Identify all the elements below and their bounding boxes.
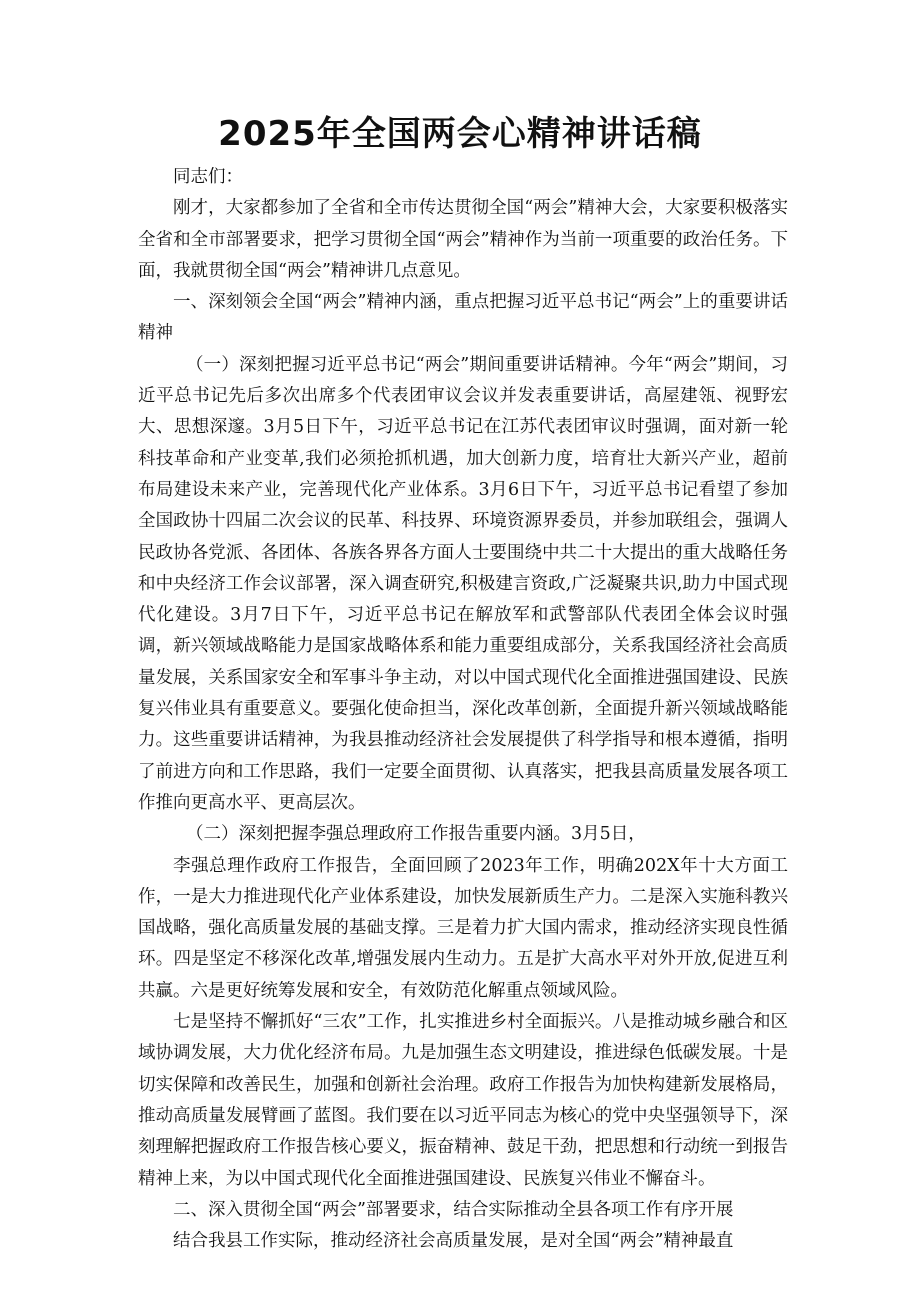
body-paragraph: 七是坚持不懈抓好“三农”工作，扎实推进乡村全面振兴。八是推动城乡融合和区域协调发展，大力优化经济布局。九是加强生态文明建设，推进绿色低碳发展。十是切实保障和改善民生，加强和创新社会治理。政府工作报告为加快构建新发展格局，推动高质量发展臂画了蓝图。我们要在以习近平同志为核心的党中央坚强领导下，深刻理解把握政府工作报告核心要义，振奋精神、鼓足干劲，把思想和行动统一到报告精神上来，为以中国式现代化全面推进强国建设、民族复兴伟业不懈奋斗。 (138, 1012, 788, 1189)
document-body (138, 162, 788, 1257)
body-paragraph: 结合我县工作实际，推动经济社会高质量发展，是对全国“两会”精神最直 (173, 1231, 734, 1252)
subsection-1-paragraph: （一）深刻把握习近平总书记“两会”期间重要讲话精神。今年“两会”期间，习近平总书记先后多次出席多个代表团审议会议并发表重要讲话，高屋建瓴、视野宏大、思想深邃。3月5日下午，习近平总书记在江苏代表团审议时强调，面对新一轮科技革命和产业变革,我们必须抢抓机遇，加大创新力度，培育壮大新兴产业，超前布局建设未来产业，完善现代化产业体系。3月6日下午，习近平总书记看望了参加全国政协十四届二次会议的民革、科技界、环境资源界委员，并参加联组会，强调人民政协各党派、各团体、各族各界各方面人士要围绕中共二十大提出的重大战略任务和中央经济工作会议部署，深入调查研究,积极建言资政,广泛凝聚共识,助力中国式现代化建设。3月7日下午，习近平总书记在解放军和武警部队代表团全体会议时强调，新兴领域战略能力是国家战略体系和能力重要组成部分，关系我国经济社会高质量发展，关系国家安全和军事斗争主动，对以中国式现代化全面推进强国建设、民族复兴伟业具有重要意义。要强化使命担当，深化改革创新，全面提升新兴领域战略能力。这些重要讲话精神，为我县推动经济社会发展提供了科学指导和根本遵循，指明了前进方向和工作思路，我们一定要全面贯彻、认真落实，把我县高质量发展各项工作推向更高水平、更高层次。 (138, 354, 788, 813)
section-heading-2: 二、深入贯彻全国“两会”部署要求，结合实际推动全县各项工作有序开展 (173, 1199, 734, 1220)
salutation: 同志们： (173, 167, 243, 187)
intro-paragraph: 刚才，大家都参加了全省和全市传达贯彻全国“两会”精神大会，大家要积极落实全省和全市部署要求，把学习贯彻全国“两会”精神作为当前一项重要的政治任务。下面，我就贯彻全国“两会”精神讲几点意见。 (138, 198, 788, 281)
document-title: 2025年全国两会心精神讲话稿 (218, 114, 702, 154)
subsection-2-heading: （二）深刻把握李强总理政府工作报告重要内涵。3月5日， (186, 824, 646, 845)
section-heading-1: 一、深刻领会全国“两会”精神内涵，重点把握习近平总书记“两会”上的重要讲话精神 (138, 292, 788, 344)
body-paragraph: 李强总理作政府工作报告，全面回顾了2023年工作，明确202X年十大方面工作，一是大力推进现代化产业体系建设，加快发展新质生产力。二是深入实施科教兴国战略，强化高质量发展的基础支撑。三是着力扩大国内需求，推动经济实现良性循环。四是坚定不移深化改革,增强发展内生动力。五是扩大高水平对外开放,促进互利共赢。六是更好统筹发展和安全，有效防范化解重点领域风险。 (138, 855, 788, 1001)
